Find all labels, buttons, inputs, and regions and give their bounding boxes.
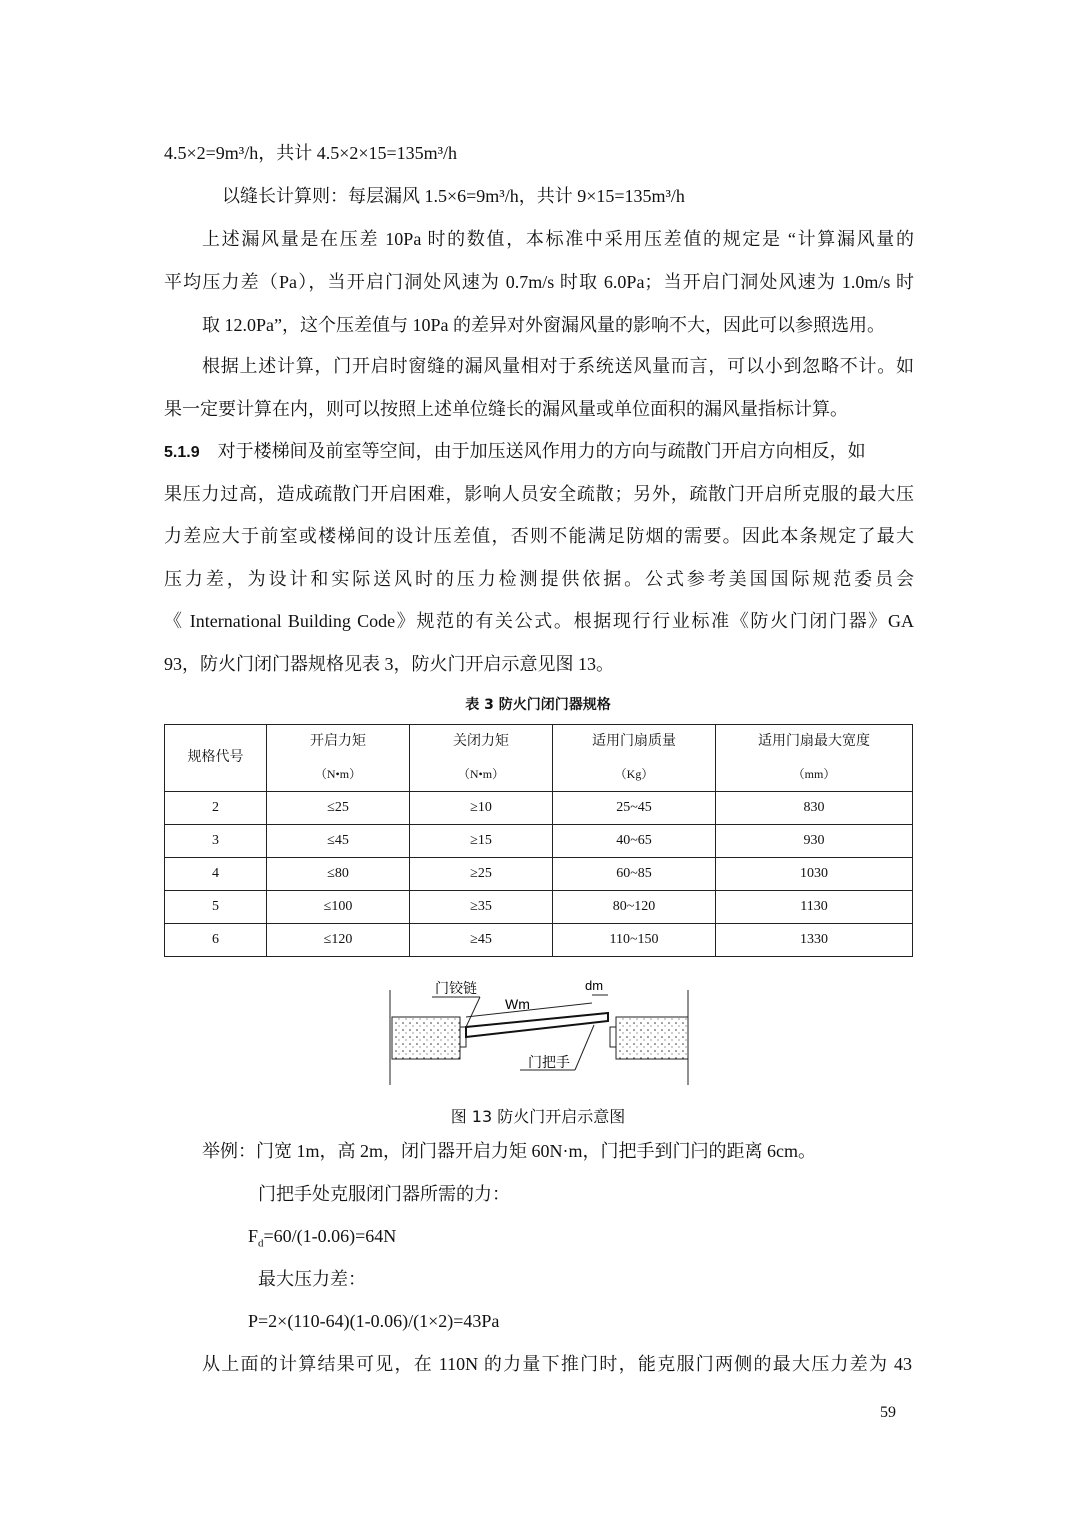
header-cell: 适用门扇最大宽度 （mm） [716, 725, 913, 792]
fire-door-diagram [380, 965, 710, 1090]
table-row [165, 858, 913, 891]
closer-spec-table [164, 724, 913, 957]
table-cell: ≥45 [410, 924, 553, 957]
table-cell: 830 [716, 792, 913, 825]
header-cell: 适用门扇质量 （Kg） [553, 725, 716, 792]
wall-right [616, 1017, 688, 1059]
table-cell: 80~120 [553, 891, 716, 924]
section-number: 5.1.9 [164, 444, 200, 461]
distance-label: dm [585, 978, 604, 993]
table-row [165, 924, 913, 957]
paragraph-line: 取 12.0Pa”，这个压差值与 10Pa 的差异对外窗漏风量的影响不大，因此可以参照选用。 [202, 315, 885, 335]
table-cell: ≤80 [267, 858, 410, 891]
table-cell: ≤100 [267, 891, 410, 924]
paragraph-line: 4.5×2=9m³/h，共计 4.5×2×15=135m³/h [164, 143, 458, 163]
section-line [164, 439, 914, 465]
header-cell: 开启力矩 （N•m） [267, 725, 410, 792]
formula-line: $F_d=60/(1-0.06)=64N$ [248, 1226, 397, 1250]
table-cell: 930 [716, 825, 913, 858]
table-cell: 5 [165, 891, 267, 924]
table-cell: 3 [165, 825, 267, 858]
table-cell: 25~45 [553, 792, 716, 825]
paragraph-line: 举例：门宽 1m，高 2m，闭门器开启力矩 60N·m，门把手到门闩的距离 6cm。 [202, 1141, 816, 1161]
wall-left [392, 1017, 460, 1059]
paragraph-line: 果一定要计算在内，则可以按照上述单位缝长的漏风量或单位面积的漏风量指标计算。 [164, 399, 848, 419]
page-number: 59 [880, 1404, 896, 1421]
paragraph-line: 93，防火门闭门器规格见表 3，防火门开启示意见图 13。 [164, 654, 614, 674]
paragraph-line: 力差应大于前室或楼梯间的设计压差值，否则不能满足防烟的需要。因此本条规定了最大 [164, 526, 914, 546]
paragraph-line: 果压力过高，造成疏散门开启困难，影响人员安全疏散；另外，疏散门开启所克服的最大压 [164, 484, 914, 504]
header-cell: 规格代号 [165, 725, 267, 792]
table-cell: 60~85 [553, 858, 716, 891]
table-cell: 4 [165, 858, 267, 891]
door-leaf [466, 1013, 608, 1037]
paragraph-line: 从上面的计算结果可见，在 110N 的力量下推门时，能克服门两侧的最大压力差为 43 [202, 1354, 912, 1374]
table-cell: 1030 [716, 858, 913, 891]
paragraph-line: 最大压力差： [258, 1269, 366, 1289]
table-cell: 110~150 [553, 924, 716, 957]
paragraph-line: 根据上述计算，门开启时窗缝的漏风量相对于系统送风量而言，可以小到忽略不计。如 [202, 356, 914, 376]
table-cell: ≥10 [410, 792, 553, 825]
table-cell: ≥35 [410, 891, 553, 924]
paragraph-line: 《 International Building Code》规范的有关公式。根据现行行业标准《防火门闭门器》GA [164, 611, 914, 631]
table-cell: 1130 [716, 891, 913, 924]
paragraph-line: 压力差，为设计和实际送风时的压力检测提供依据。公式参考美国国际规范委员会 [164, 569, 914, 589]
paragraph-line: 以缝长计算则：每层漏风 1.5×6=9m³/h，共计 9×15=135m³/h [222, 186, 685, 206]
figure-caption: 图 13 防火门开启示意图 [450, 1107, 626, 1126]
table-cell: ≥15 [410, 825, 553, 858]
table-row [165, 792, 913, 825]
handle-label: 门把手 [528, 1056, 570, 1071]
table-header-row [165, 725, 913, 792]
table-cell: 2 [165, 792, 267, 825]
table-cell: 1330 [716, 924, 913, 957]
paragraph-text: 对于楼梯间及前室等空间，由于加压送风作用力的方向与疏散门开启方向相反，如 [217, 441, 866, 461]
table-cell: ≥25 [410, 858, 553, 891]
table-cell: 6 [165, 924, 267, 957]
table-cell: 40~65 [553, 825, 716, 858]
table-row [165, 825, 913, 858]
hinge-label: 门铰链 [435, 982, 477, 997]
paragraph-line: 门把手处克服闭门器所需的力： [258, 1184, 510, 1204]
width-label: Wm [505, 996, 530, 1012]
formula-line: P=2×(110-64)(1-0.06)/(1×2)=43Pa [248, 1311, 500, 1331]
table-cell: ≤120 [267, 924, 410, 957]
table-cell: ≤25 [267, 792, 410, 825]
paragraph-line: 平均压力差（Pa），当开启门洞处风速为 0.7m/s 时取 6.0Pa；当开启门洞处风速为 1.0m/s 时 [164, 272, 914, 292]
paragraph-line: 上述漏风量是在压差 10Pa 时的数值，本标准中采用压差值的规定是 “计算漏风量的 [202, 229, 914, 249]
table-row [165, 891, 913, 924]
table-caption: 表 3 防火门闭门器规格 [465, 697, 611, 713]
table-cell: ≤45 [267, 825, 410, 858]
header-cell: 关闭力矩 （N•m） [410, 725, 553, 792]
